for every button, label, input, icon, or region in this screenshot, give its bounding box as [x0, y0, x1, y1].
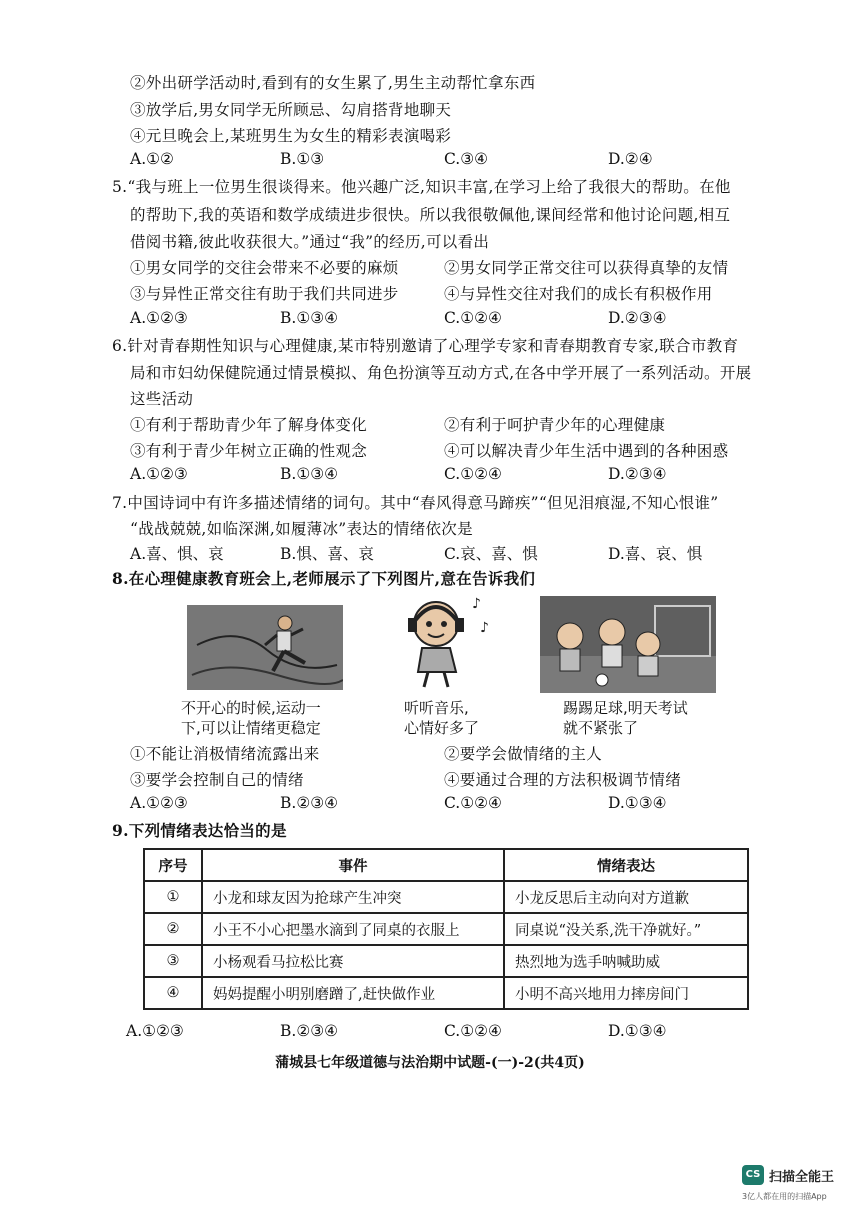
kids-football-icon	[540, 596, 716, 693]
q7-option-d: D.喜、哀、惧	[608, 545, 703, 563]
caption-2-line-1: 听听音乐,	[404, 699, 469, 717]
row-event: 小杨观看马拉松比赛	[202, 945, 504, 977]
q6-stem-line-3: 这些活动	[130, 390, 194, 408]
caption-3-line-2: 就不紧张了	[563, 719, 639, 737]
q6-option-c: C.①②④	[444, 465, 502, 483]
q9-option-b: B.②③④	[280, 1022, 339, 1040]
q4-item-4: ④元旦晚会上,某班男生为女生的精彩表演喝彩	[130, 127, 452, 145]
caption-3-line-1: 踢踢足球,明天考试	[563, 699, 688, 717]
scanner-app-name: 扫描全能王	[769, 1170, 835, 1185]
q8-option-d: D.①③④	[608, 794, 667, 812]
q4-option-d: D.②④	[608, 150, 653, 168]
q9-option-c: C.①②④	[444, 1022, 502, 1040]
q5-stem-line-3: 借阅书籍,彼此收获很大。”通过“我”的经历,可以看出	[130, 233, 490, 251]
table-row	[144, 913, 748, 945]
q5-option-d: D.②③④	[608, 309, 667, 327]
q6-statement-1: ①有利于帮助青少年了解身体变化	[130, 416, 368, 434]
q7-stem-line-2: “战战兢兢,如临深渊,如履薄冰”表达的情绪依次是	[130, 520, 473, 538]
q5-statement-2: ②男女同学正常交往可以获得真挚的友情	[444, 259, 729, 277]
q5-option-a: A.①②③	[130, 309, 188, 327]
q4-item-2: ②外出研学活动时,看到有的女生累了,男生主动帮忙拿东西	[130, 74, 536, 92]
q6-option-a: A.①②③	[130, 465, 188, 483]
q4-item-3: ③放学后,男女同学无所顾忌、勾肩搭背地聊天	[130, 101, 452, 119]
q5-statement-1: ①男女同学的交往会带来不必要的麻烦	[130, 259, 399, 277]
q7-option-c: C.哀、喜、惧	[444, 545, 538, 563]
runner-icon	[187, 605, 343, 690]
q6-option-b: B.①③④	[280, 465, 339, 483]
q7-option-a: A.喜、惧、哀	[130, 545, 224, 563]
q6-stem-line-2: 局和市妇幼保健院通过情景模拟、角色扮演等互动方式,在各中学开展了一系列活动。开展	[130, 364, 752, 382]
q5-statement-4: ④与异性交往对我们的成长有积极作用	[444, 285, 713, 303]
q8-option-a: A.①②③	[130, 794, 188, 812]
table-row	[144, 977, 748, 1009]
football-illustration	[540, 596, 716, 693]
caption-1-line-2: 下,可以让情绪更稳定	[181, 719, 321, 737]
q8-statement-3: ③要学会控制自己的情绪	[130, 771, 304, 789]
q8-statement-2: ②要学会做情绪的主人	[444, 745, 603, 763]
q5-option-c: C.①②④	[444, 309, 502, 327]
q6-statement-3: ③有利于青少年树立正确的性观念	[130, 442, 368, 460]
events-table	[143, 848, 749, 1010]
row-expression: 小明不高兴地用力摔房间门	[504, 977, 748, 1009]
table-header-row	[144, 849, 748, 881]
q8-statement-1: ①不能让消极情绪流露出来	[130, 745, 320, 763]
girl-headphones-icon	[394, 592, 498, 690]
header-event: 事件	[202, 849, 504, 881]
q4-option-b: B.①③	[280, 150, 325, 168]
svg-text:♪: ♪	[480, 620, 489, 636]
q6-statement-4: ④可以解决青少年生活中遇到的各种困惑	[444, 442, 729, 460]
q7-stem-line-1: 7.中国诗词中有许多描述情绪的词句。其中“春风得意马蹄疾”“但见泪痕湿,不知心恨谁”	[112, 494, 719, 512]
row-index: ②	[144, 913, 202, 945]
q5-statement-3: ③与异性正常交往有助于我们共同进步	[130, 285, 399, 303]
q5-stem-line-1: 5.“我与班上一位男生很谈得来。他兴趣广泛,知识丰富,在学习上给了我很大的帮助。在他	[112, 178, 731, 196]
header-expression: 情绪表达	[504, 849, 748, 881]
row-index: ①	[144, 881, 202, 913]
q6-option-d: D.②③④	[608, 465, 667, 483]
q9-option-d: D.①③④	[608, 1022, 667, 1040]
header-index: 序号	[144, 849, 202, 881]
q4-option-c: C.③④	[444, 150, 489, 168]
row-expression: 同桌说“没关系,洗干净就好。”	[504, 913, 748, 945]
table-row	[144, 881, 748, 913]
caption-2-line-2: 心情好多了	[404, 719, 480, 737]
q4-option-a: A.①②	[130, 150, 174, 168]
page-footer: 蒲城县七年级道德与法治期中试题-(一)-2(共4页)	[275, 1055, 585, 1071]
row-expression: 热烈地为选手呐喊助威	[504, 945, 748, 977]
q8-option-b: B.②③④	[280, 794, 339, 812]
q8-option-c: C.①②④	[444, 794, 502, 812]
row-event: 妈妈提醒小明别磨蹭了,赶快做作业	[202, 977, 504, 1009]
row-index: ③	[144, 945, 202, 977]
table-row	[144, 945, 748, 977]
row-event: 小龙和球友因为抢球产生冲突	[202, 881, 504, 913]
svg-text:♪: ♪	[472, 596, 481, 612]
q5-option-b: B.①③④	[280, 309, 339, 327]
row-expression: 小龙反思后主动向对方道歉	[504, 881, 748, 913]
q5-stem-line-2: 的帮助下,我的英语和数学成绩进步很快。所以我很敬佩他,课间经常和他讨论问题,相互	[130, 206, 731, 224]
q9-stem: 9.下列情绪表达恰当的是	[112, 821, 287, 840]
q6-stem-line-1: 6.针对青春期性知识与心理健康,某市特别邀请了心理学专家和青春期教育专家,联合市教育	[112, 337, 739, 355]
running-illustration	[187, 605, 343, 690]
scanner-tagline: 3亿人都在用的扫描App	[742, 1192, 827, 1201]
q7-option-b: B.惧、喜、哀	[280, 545, 374, 563]
q8-statement-4: ④要通过合理的方法积极调节情绪	[444, 771, 682, 789]
caption-1-line-1: 不开心的时候,运动一	[181, 699, 321, 717]
q8-stem: 8.在心理健康教育班会上,老师展示了下列图片,意在告诉我们	[112, 569, 536, 588]
q6-statement-2: ②有利于呵护青少年的心理健康	[444, 416, 666, 434]
q9-option-a: A.①②③	[126, 1022, 184, 1040]
music-illustration	[394, 592, 498, 690]
camscanner-logo-icon: CS	[742, 1165, 764, 1185]
row-event: 小王不小心把墨水滴到了同桌的衣服上	[202, 913, 504, 945]
row-index: ④	[144, 977, 202, 1009]
